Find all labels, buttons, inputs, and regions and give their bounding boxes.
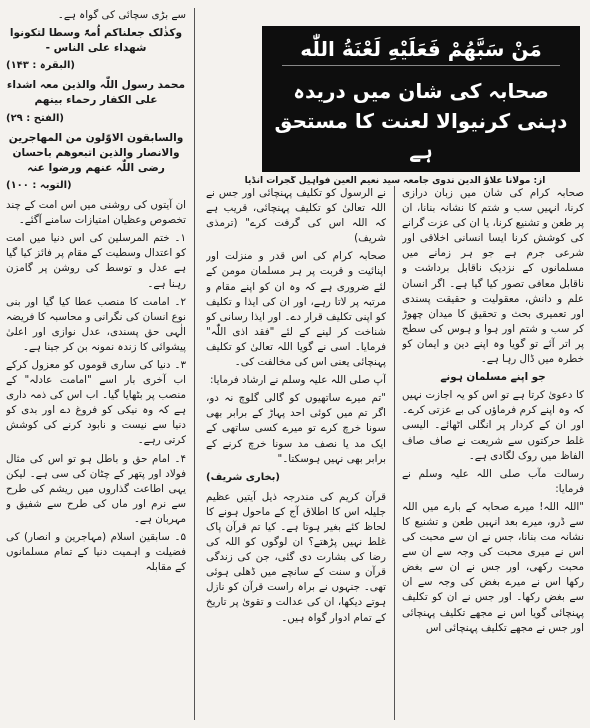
- verse-reference: (التوبہ : ۱۰۰): [6, 179, 72, 191]
- arabic-verse: وکذٰلک جعلناکم اُمۃً وسطا لتکونوا شھداء علی الناس -: [9, 27, 183, 55]
- article-column-left: [6, 8, 186, 720]
- header-arabic-quote: مَنْ سَبَّهُمْ فَعَلَيْهِ لَعْنَةُ اللّٰه: [282, 33, 560, 66]
- author-byline: از: مولانا علاؤ الدین ندوی جامعہ سید نعیم العین فواہیل گجرات انڈیا: [244, 176, 546, 186]
- column-divider-right: [394, 186, 395, 720]
- paragraph: ۴۔ امام حق و باطل ہو تو اس کی مثال فولاد اور پتھر کے چٹان کی سی ہے۔ لیکن یہی اطاعت گذاروں میں ریشم کی طرح سے نرم اور ماں کی طرح سے شفیق و مہربان ہے۔: [6, 452, 186, 525]
- paragraph: ۱۔ ختم المرسلین کی اس دنیا میں امت کو اعتدال وسطیت کے مقام پر فائز کیا گیا ہے عدل و توسط کی روشن پر گامزن رہنا ہے۔: [6, 232, 186, 290]
- paragraph: "اللہ اللہ! میرے صحابہ کے بارے میں اللہ سے ڈرو، میرے بعد انہیں طعن و تشنیع کا نشانہ مت بنانا، جس نے ان سے محبت کی اس نے میری محبت کی وجہ سے ان سے محبت رکھی، اور جس نے ان سے بغض رکھا اس نے میرے بغض کی وجہ سے ان سے بغض رکھا۔ اور جس نے ان کو تکلیف پہنچائی گویا اس نے مجھے تکلیف پہنچائی اور جس نے مجھے تکلیف پہنچائی اس: [402, 500, 584, 634]
- paragraph: ان آیتوں کی روشنی میں اس امت کے چند تخصوص وعظیان امتیازات سامنے آگئے۔: [6, 199, 186, 227]
- paragraph: "تم میرے ساتھیوں کو گالی گلوچ نہ دو، اگر تم میں کوئی احد پہاڑ کے برابر بھی سونا خرچ کرے تو میرے کسی ساتھی کے ایک مد یا نصف مد سونا خرچ کرنے کے برابر بھی نہیں ہوسکتا۔": [206, 392, 386, 465]
- article-column-right: [402, 186, 584, 720]
- paragraph: نے الرسول کو تکلیف پہنچائی اور جس نے اللہ تعالیٰ کو تکلیف پہنچائی، قریب ہے کہ اللہ اس کی گرفت کرے" (ترمذی شریف): [206, 187, 386, 245]
- paragraph: ۳۔ دنیا کی ساری قوموں کو معزول کرکے اب آخری بار اسے "امامت عادلہ" کے منصب پر بٹھایا گیا۔ اب اس کی ذمہ داری ہے کہ وہ نیکی کو فروغ دے اور بدی کو دنیا سے نیست و نابود کرنے کی کوشش کرتی رہے۔: [6, 358, 186, 447]
- column-divider-left: [194, 8, 195, 720]
- paragraph: صحابہ کرام کی اس قدر و منزلت اور اپنائیت و قربت پر ہر مسلمان مومن کے لئے ضروری ہے کہ وہ ان کو اپنے مقام و مرتبہ پر لاتا رہے، اور ان کی ایذا و تکلیف کو اپنی تکلیف قرار دے۔ اور ایذا رسانی کو شناخت کر لینے کے لئے "فقد اذی اللّٰہ" فرمایا۔ اسی نے گویا اللہ تعالیٰ کو تکلیف پہنچائی یعنی اس کی مخالفت کی۔: [206, 250, 386, 369]
- paragraph: سے بڑی سچائی کی گواہ ہے۔: [57, 9, 186, 21]
- run-in-heading: جو اپنے مسلمان ہونے: [440, 371, 546, 384]
- paragraph: آپ صلی اللہ علیہ وسلم نے ارشاد فرمایا:: [209, 374, 386, 387]
- article-column-middle: [206, 186, 386, 720]
- verse-reference: (البقرہ : ۱۴۳): [6, 60, 75, 72]
- paragraph: ۲۔ امامت کا منصب عطا کیا گیا اور بنی نوع انسان کی نگرانی و محاسبہ کا فریضہ الٰہی حق پسندی، عدل نوازی اور اعلیٰ پیشوائی کا زندہ نمونہ بن کر جینا ہے۔: [6, 295, 186, 353]
- article-title: صحابہ کی شان میں دریدہ دہنی کرنیوالا لعنت کا مستحق ہے: [274, 78, 568, 163]
- paragraph: صحابہ کرام کی شان میں زبان درازی کرنا، انہیں سب و شتم کا نشانہ بنانا، ان پر طعن و تشنیع کرنا، یا ان کی عزت گرانے کی کوشش کرنا ایسا انسانی اخلاقی اور شرعی جرم ہے جو ہر زمانے میں مسلمانوں کے نزدیک ناقابل برداشت و ناقابل معافی تصور کیا گیا ہے۔ اگر انسان علم و دانش، معقولیت و حقیقت پسندی اور تعمیری بحث و تحقیق کا میدان چھوڑ کر سب و شتم اور ہوا و ہوس کی سطح پر اتر آئے تو گویا وہ اپنے دین و ایمان کو خطرہ میں ڈال رہا ہے۔: [402, 187, 584, 366]
- paragraph: قرآن کریم کی مندرجہ ذیل آیتیں عظیم جلیلہ اس کا اطلاق آج کے ماحول ہونے کا لحاظ کئے بغیر ہوتا ہے۔ کیا تم قرآن پاک غلط نہیں پڑھتے؟ ان لوگوں کو اللہ کی رضا کی بشارت دی گئی، جن کی زندگی قرآن و سنت کے سانچے میں ڈھلی ہوئی تھی۔ جنہوں نے براہ راست قرآن کو نازل ہوتے دیکھا، ان کی عدالت و تقویٰ پر تاریخ کے تمام ادوار گواہ ہیں۔: [206, 490, 386, 624]
- arabic-verse: والسابقون الاوّلون من المھاجرین والانصار والذین اتبعوھم باحسان رضی اللّٰہ عنھم ورضوا عنہ: [8, 131, 184, 174]
- paragraph: رسالت مآب صلی اللہ علیہ وسلم نے فرمایا:: [402, 467, 584, 495]
- verse-reference: (بخاری شریف): [206, 471, 280, 483]
- paragraph: کا دعویٰ کرتا ہے تو اس کو یہ اجازت نہیں کہ وہ اپنے کرم فرماؤں کی بے عزتی کرے۔ اور ان کے کردار پر انگلی اٹھائے۔ الیسی غلط حرکتوں سے شریعت نے صاف صاف الفاظ میں روک لگادی ہے۔: [402, 389, 584, 462]
- article-header: [262, 26, 580, 172]
- verse-reference: (الفتح : ۲۹): [6, 112, 64, 124]
- arabic-verse: محمد رسول اللّٰہ والذین معہ اشداء علی الکفار رحماء بینھم: [6, 79, 186, 107]
- paragraph: ۵۔ سابقین اسلام (مہاجرین و انصار) کی فضیلت و اہمیت دنیا کے تمام مسلمانوں کے مقابلہ: [6, 531, 186, 574]
